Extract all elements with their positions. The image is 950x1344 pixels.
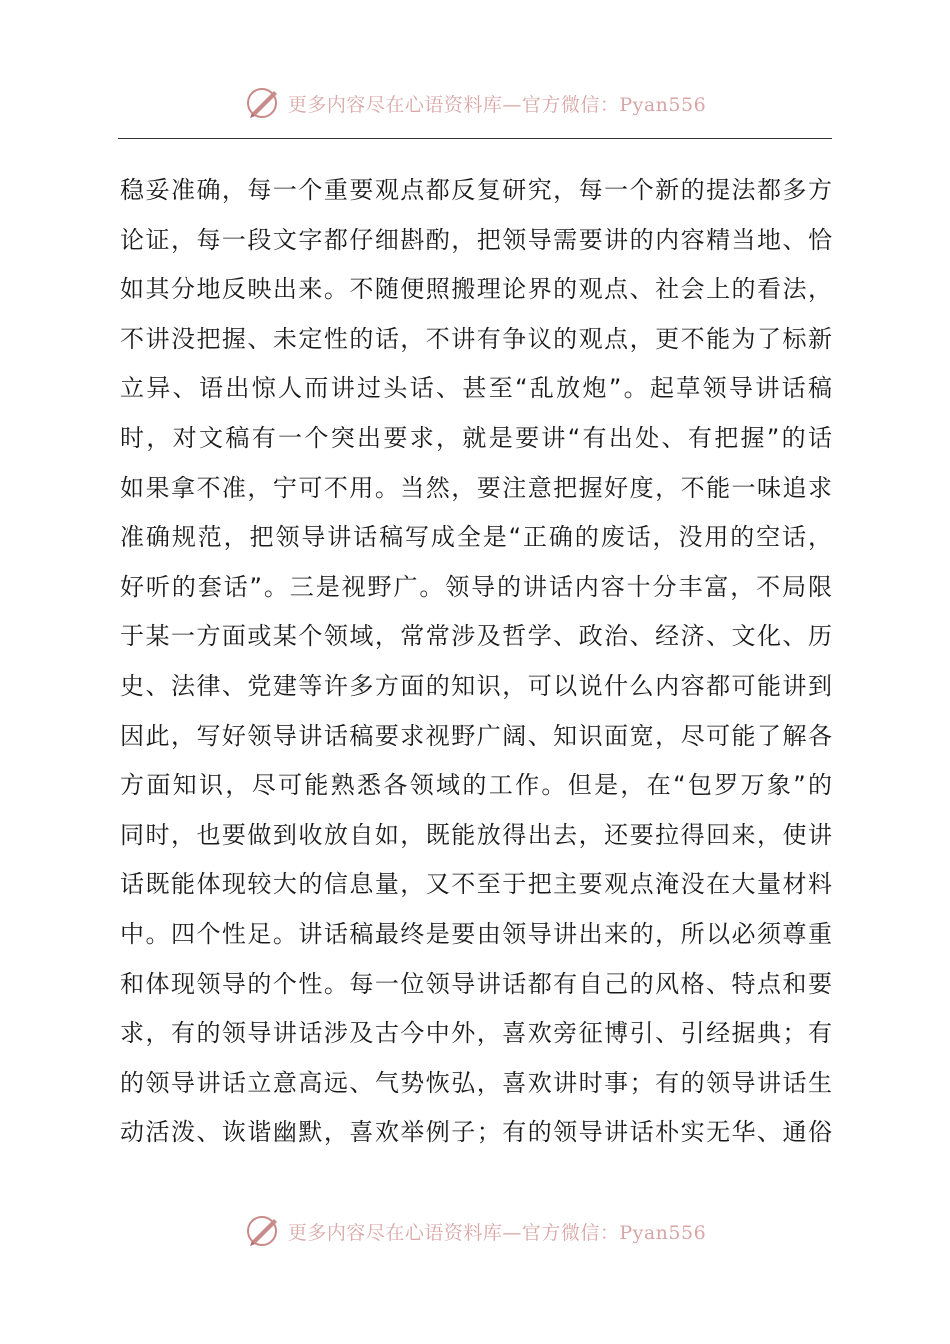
- footer-watermark-text: 更多内容尽在心语资料库—官方微信：Pyan556: [287, 1221, 707, 1244]
- text-line: 中。四个性足。讲话稿最终是要由领导讲出来的，所以必须尊重: [120, 919, 832, 948]
- pen-logo-icon: [244, 1211, 284, 1251]
- pen-logo-icon: [244, 83, 284, 123]
- text-line: 立异、语出惊人而讲过头话、甚至“乱放炮”。起草领导讲话稿: [120, 374, 832, 403]
- text-line: 求，有的领导讲话涉及古今中外，喜欢旁征博引、引经据典；有: [120, 1019, 832, 1048]
- header-watermark-text: 更多内容尽在心语资料库—官方微信：Pyan556: [287, 93, 707, 116]
- text-line: 不讲没把握、未定性的话，不讲有争议的观点，更不能为了标新: [120, 324, 832, 353]
- text-line: 的领导讲话立意高远、气势恢弘，喜欢讲时事；有的领导讲话生: [120, 1068, 832, 1097]
- text-line: 和体现领导的个性。每一位领导讲话都有自己的风格、特点和要: [120, 969, 832, 998]
- text-line: 方面知识，尽可能熟悉各领域的工作。但是，在“包罗万象”的: [120, 771, 832, 800]
- text-line: 时，对文稿有一个突出要求，就是要讲“有出处、有把握”的话: [120, 423, 832, 452]
- text-line: 稳妥准确，每一个重要观点都反复研究，每一个新的提法都多方: [120, 176, 832, 204]
- text-line: 动活泼、诙谐幽默，喜欢举例子；有的领导讲话朴实无华、通俗: [120, 1118, 832, 1147]
- text-line: 论证，每一段文字都仔细斟酌，把领导需要讲的内容精当地、恰: [120, 225, 832, 254]
- text-line: 于某一方面或某个领域，常常涉及哲学、政治、经济、文化、历: [120, 622, 832, 651]
- text-line: 因此，写好领导讲话稿要求视野广阔、知识面宽，尽可能了解各: [120, 721, 832, 750]
- text-line: 准确规范，把领导讲话稿写成全是“正确的废话，没用的空话，: [120, 523, 832, 552]
- body-text: [120, 166, 832, 1158]
- text-line: 话既能体现较大的信息量，又不至于把主要观点淹没在大量材料: [120, 870, 832, 899]
- text-line: 同时，也要做到收放自如，既能放得出去，还要拉得回来，使讲: [120, 820, 832, 849]
- text-line: 如果拿不准，宁可不用。当然，要注意把握好度，不能一味追求: [120, 473, 832, 502]
- text-line: 史、法律、党建等许多方面的知识，可以说什么内容都可能讲到: [120, 671, 832, 700]
- header-divider: [118, 138, 832, 139]
- text-line: 好听的套话”。三是视野广。领导的讲话内容十分丰富，不局限: [120, 572, 832, 601]
- header-watermark: [0, 78, 950, 128]
- text-line: 如其分地反映出来。不随便照搬理论界的观点、社会上的看法，: [120, 275, 832, 304]
- footer-watermark: [0, 1206, 950, 1256]
